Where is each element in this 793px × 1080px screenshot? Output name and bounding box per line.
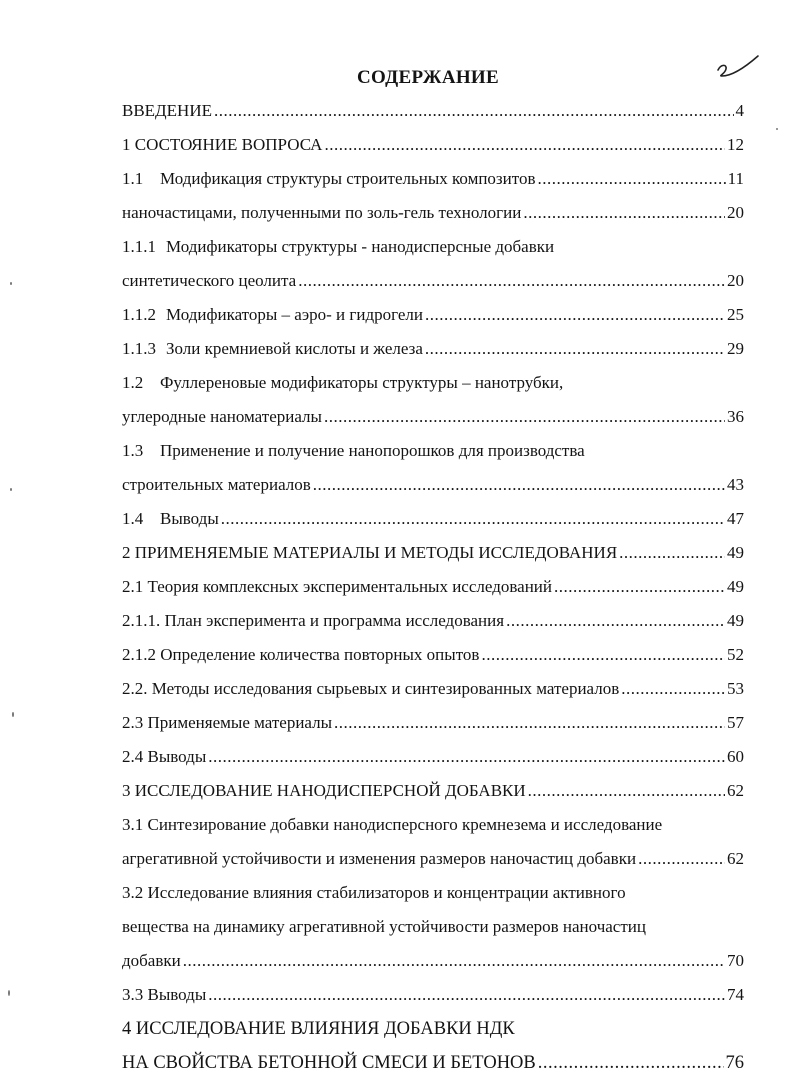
toc-leader-dots (298, 264, 725, 298)
toc-entry-text: строительных материалов (122, 475, 311, 494)
toc-leader-dots (638, 842, 725, 876)
toc-entry-number: 1.3 (122, 441, 144, 460)
toc-entry (122, 400, 744, 434)
toc-entry-number: 1.1 (122, 169, 144, 188)
toc-entry-title (122, 978, 206, 1012)
toc-entry-text: Золи кремниевой кислоты и железа (166, 339, 423, 358)
toc-entry-text: 2.1.2 Определение количества повторных опытов (122, 645, 480, 664)
toc-entry (122, 196, 744, 230)
toc-leader-dots (621, 672, 725, 706)
toc-entry-title (122, 638, 479, 672)
toc-entry-title (122, 434, 585, 468)
toc-entry-text: синтетического цеолита (122, 271, 297, 290)
toc-entry (122, 230, 744, 264)
toc-entry (122, 876, 744, 910)
toc-page-number: 70 (727, 951, 744, 970)
toc-entry-title (122, 162, 535, 196)
scan-speck (10, 282, 12, 285)
toc-entry-title (122, 536, 617, 570)
toc-page-number: 57 (727, 713, 744, 732)
toc-leader-dots (528, 774, 725, 808)
toc-page-number: 20 (727, 203, 744, 222)
toc-page-number: 62 (727, 781, 744, 800)
toc-entry-title (122, 672, 619, 706)
toc-entry-number: 1.1.2 (122, 305, 156, 324)
toc-entry (122, 1046, 744, 1080)
toc-entry-title (122, 332, 423, 366)
toc-page-number: 25 (727, 305, 744, 324)
toc-page-number: 76 (725, 1053, 744, 1073)
toc-page-number: 49 (727, 543, 744, 562)
toc-page-number: 62 (727, 849, 744, 868)
toc-entry (122, 94, 744, 128)
toc-leader-dots (208, 740, 725, 774)
toc-entry-title (122, 740, 206, 774)
toc-entry-text: Модификаторы структуры - нанодисперсные добавки (166, 237, 555, 256)
toc-page-number: 20 (727, 271, 744, 290)
toc-leader-dots (554, 570, 725, 604)
toc-entry-title (122, 1012, 515, 1046)
toc-entry-title (122, 230, 554, 264)
toc-entry-title (122, 706, 332, 740)
toc-entry-title (122, 910, 646, 944)
toc-entry-title (122, 298, 423, 332)
toc-entry-title (122, 502, 219, 536)
toc-leader-dots (334, 706, 725, 740)
toc-entry (122, 264, 744, 298)
toc-page-number: 12 (727, 135, 744, 154)
toc-page-number: 49 (727, 577, 744, 596)
toc-entry (122, 978, 744, 1012)
toc-leader-dots (208, 978, 725, 1012)
toc-entry-title (122, 604, 504, 638)
toc-leader-dots (619, 536, 725, 570)
toc-entry-title (122, 944, 181, 978)
toc-entry (122, 298, 744, 332)
toc-entry-title (122, 570, 552, 604)
toc-entry-text: углеродные наноматериалы (122, 407, 322, 426)
toc-entry-text: вещества на динамику агрегативной устойчивости размеров наночастиц (122, 917, 646, 936)
toc-entry (122, 570, 744, 604)
toc-entry (122, 638, 744, 672)
toc-leader-dots (183, 944, 725, 978)
toc-entry (122, 910, 744, 944)
toc-page-number: 49 (727, 611, 744, 630)
toc-entry-text: 1 СОСТОЯНИЕ ВОПРОСА (122, 135, 323, 154)
toc-leader-dots (324, 128, 725, 162)
scan-speck (8, 990, 10, 996)
toc-entry-title (122, 94, 212, 128)
toc-entry-text: НА СВОЙСТВА БЕТОННОЙ СМЕСИ И БЕТОНОВ (122, 1053, 536, 1073)
toc-page-number: 4 (735, 101, 744, 120)
toc-page-number: 29 (727, 339, 744, 358)
toc-page-number: 53 (727, 679, 744, 698)
toc-entry (122, 128, 744, 162)
toc-entry-text: Модификаторы – аэро- и гидрогели (166, 305, 423, 324)
toc-leader-dots (313, 468, 725, 502)
toc-entry-number: 1.1.3 (122, 339, 156, 358)
toc-entry-title (122, 1046, 536, 1080)
toc-entry (122, 604, 744, 638)
toc-entry-number: 1.4 (122, 509, 144, 528)
toc-leader-dots (214, 94, 734, 128)
toc-entry (122, 332, 744, 366)
toc-entry-text: Фуллереновые модификаторы структуры – нанотрубки, (160, 373, 564, 392)
toc-leader-dots (506, 604, 725, 638)
toc-entry-text: Применение и получение нанопорошков для производства (160, 441, 585, 460)
toc-entry (122, 944, 744, 978)
toc-entry-text: 3.1 Синтезирование добавки нанодисперсного кремнезема и исследование (122, 815, 663, 834)
toc-entry-text: добавки (122, 951, 181, 970)
toc-entry (122, 162, 744, 196)
toc-entry-text: агрегативной устойчивости и изменения размеров наночастиц добавки (122, 849, 637, 868)
toc-entry-text: 2.3 Применяемые материалы (122, 713, 333, 732)
toc-leader-dots (221, 502, 725, 536)
toc-entry-number: 1.1.1 (122, 237, 156, 256)
toc-entry-text: Выводы (160, 509, 219, 528)
toc-page-number: 36 (727, 407, 744, 426)
toc-entry-title (122, 366, 563, 400)
toc-page-number: 47 (727, 509, 744, 528)
toc-entry-text: 2 ПРИМЕНЯЕМЫЕ МАТЕРИАЛЫ И МЕТОДЫ ИССЛЕДОВАНИЯ (122, 543, 618, 562)
toc-entry-text: 2.4 Выводы (122, 747, 207, 766)
toc-entry (122, 672, 744, 706)
toc-entry-text: 3 ИССЛЕДОВАНИЕ НАНОДИСПЕРСНОЙ ДОБАВКИ (122, 781, 526, 800)
toc-entry-number: 1.2 (122, 373, 144, 392)
toc-entry-title (122, 774, 526, 808)
toc-entry (122, 808, 744, 842)
toc-entry-text: ВВЕДЕНИЕ (122, 101, 212, 120)
scan-speck (12, 712, 14, 717)
toc-leader-dots (537, 162, 725, 196)
toc-leader-dots (425, 298, 725, 332)
toc-entry (122, 740, 744, 774)
toc-entry (122, 774, 744, 808)
toc-entry-title (122, 876, 626, 910)
toc-page-number: 52 (727, 645, 744, 664)
toc-entry-title (122, 128, 322, 162)
toc-entry-title (122, 468, 311, 502)
scan-speck (776, 128, 778, 130)
handwritten-page-mark-icon (712, 50, 762, 84)
toc-entry-title (122, 196, 521, 230)
toc-leader-dots (538, 1046, 724, 1080)
toc-page-number: 11 (727, 169, 744, 188)
toc-entry-text: 3.2 Исследование влияния стабилизаторов и концентрации активного (122, 883, 626, 902)
toc-entry (122, 536, 744, 570)
page-title: СОДЕРЖАНИЕ (357, 67, 499, 88)
toc-page-number: 60 (727, 747, 744, 766)
toc-leader-dots (324, 400, 725, 434)
toc-leader-dots (523, 196, 725, 230)
toc-entry-text: Модификация структуры строительных композитов (160, 169, 536, 188)
toc-entry (122, 434, 744, 468)
toc-entry-text: 4 ИССЛЕДОВАНИЕ ВЛИЯНИЯ ДОБАВКИ НДК (122, 1019, 515, 1039)
toc-entry (122, 468, 744, 502)
toc-entry-text: 3.3 Выводы (122, 985, 207, 1004)
toc-entry-title (122, 842, 636, 876)
toc-entry-title (122, 264, 296, 298)
toc-page-number: 43 (727, 475, 744, 494)
table-of-contents (122, 94, 744, 1080)
toc-entry (122, 366, 744, 400)
toc-entry (122, 502, 744, 536)
toc-entry (122, 706, 744, 740)
toc-entry-text: 2.1.1. План эксперимента и программа исследования (122, 611, 505, 630)
toc-entry-text: наночастицами, полученными по золь-гель технологии (122, 203, 522, 222)
toc-entry (122, 842, 744, 876)
toc-entry-title (122, 808, 662, 842)
toc-leader-dots (425, 332, 725, 366)
toc-page-number: 74 (727, 985, 744, 1004)
toc-entry (122, 1012, 744, 1046)
toc-entry-title (122, 400, 322, 434)
toc-leader-dots (481, 638, 725, 672)
toc-entry-text: 2.2. Методы исследования сырьевых и синтезированных материалов (122, 679, 620, 698)
toc-entry-text: 2.1 Теория комплексных экспериментальных исследований (122, 577, 552, 596)
scan-speck (10, 488, 12, 491)
